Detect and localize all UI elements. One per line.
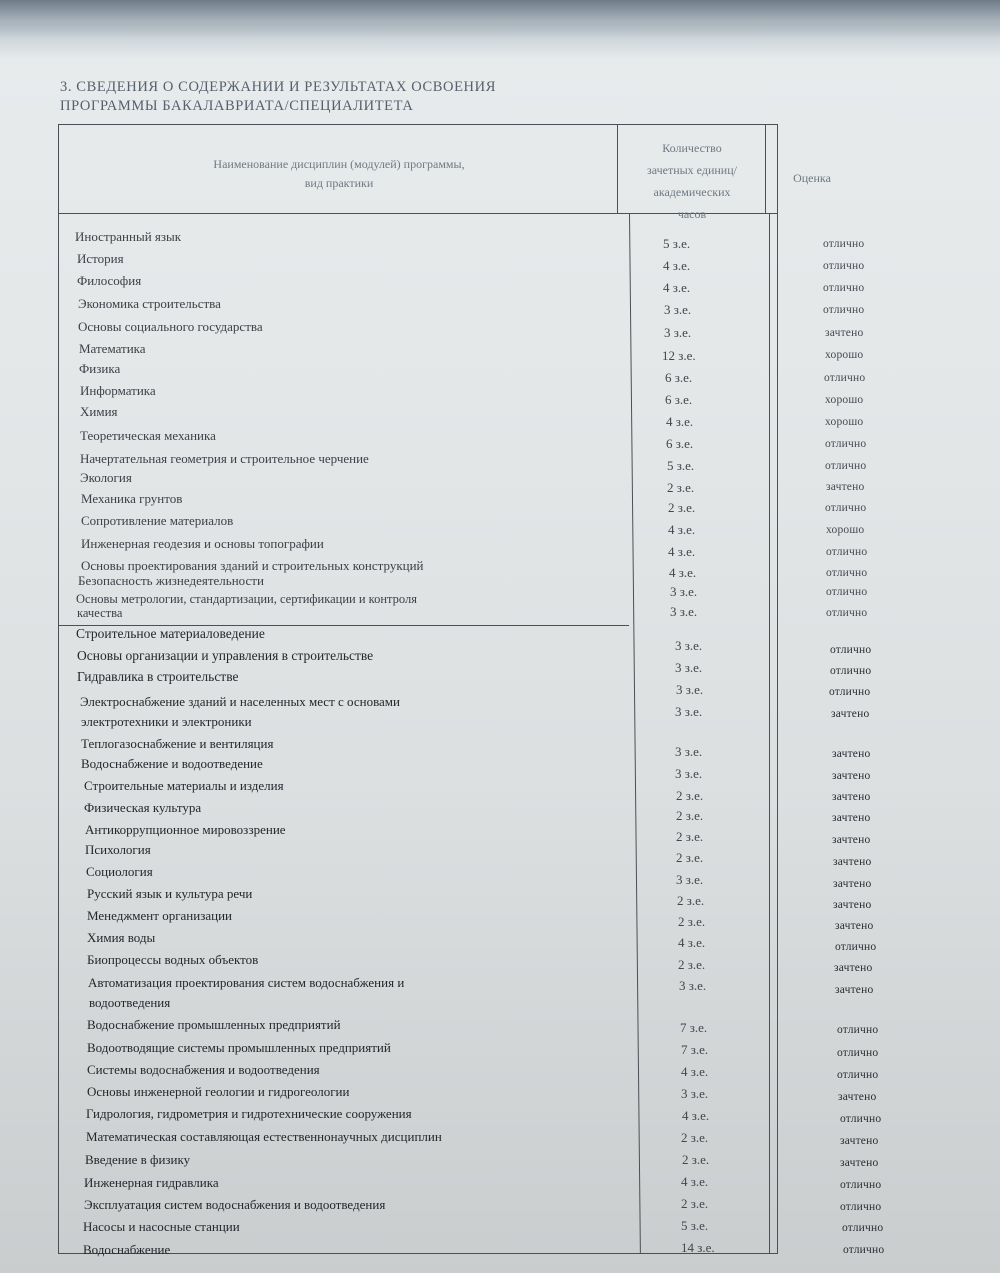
grade: отлично xyxy=(823,260,865,272)
credit-units: 3 з.е. xyxy=(676,682,704,697)
credit-units: 2 з.е. xyxy=(681,1196,709,1211)
credit-units: 3 з.е. xyxy=(675,744,703,759)
discipline-name-continued: водоотведения xyxy=(89,995,171,1010)
grade: отлично xyxy=(824,372,866,384)
grade: зачтено xyxy=(840,1157,879,1169)
grade: отлично xyxy=(826,607,868,619)
credit-units: 3 з.е. xyxy=(670,604,698,619)
grade: зачтено xyxy=(838,1091,877,1103)
grade: отлично xyxy=(830,644,872,656)
discipline-name: Инженерная геодезия и основы топографии xyxy=(81,536,324,551)
discipline-name: Механика грунтов xyxy=(81,491,183,506)
discipline-name: Химия воды xyxy=(87,930,156,945)
credit-units: 4 з.е. xyxy=(663,258,691,273)
grade: отлично xyxy=(823,304,865,316)
discipline-name: Менеджмент организации xyxy=(87,908,232,923)
credit-units: 4 з.е. xyxy=(669,565,697,580)
discipline-name: Водоснабжение xyxy=(83,1242,171,1257)
discipline-name: Психология xyxy=(85,842,151,857)
credit-units: 14 з.е. xyxy=(681,1240,715,1255)
credit-units: 3 з.е. xyxy=(676,872,704,887)
credit-units: 3 з.е. xyxy=(675,704,703,719)
discipline-name: Строительное материаловедение xyxy=(76,626,265,641)
grade: отлично xyxy=(830,665,872,677)
credit-units: 7 з.е. xyxy=(681,1042,709,1057)
discipline-name: Водоснабжение промышленных предприятий xyxy=(87,1017,341,1032)
grade: отлично xyxy=(840,1113,882,1125)
credit-units: 3 з.е. xyxy=(670,584,698,599)
grade: отлично xyxy=(825,460,867,472)
credit-units: 4 з.е. xyxy=(666,414,694,429)
grade: хорошо xyxy=(826,524,865,536)
grade: отлично xyxy=(829,686,871,698)
discipline-name: Безопасность жизнедеятельности xyxy=(78,573,264,588)
credit-units: 5 з.е. xyxy=(681,1218,709,1233)
credit-units: 4 з.е. xyxy=(681,1174,709,1189)
discipline-name: Теоретическая механика xyxy=(80,428,216,443)
grade: зачтено xyxy=(832,770,871,782)
discipline-name: Автоматизация проектирования систем водоснабжения и xyxy=(88,975,405,990)
credit-units: 2 з.е. xyxy=(678,914,706,929)
grade: хорошо xyxy=(825,349,864,361)
discipline-name: Гидрология, гидрометрия и гидротехнические сооружения xyxy=(86,1106,412,1121)
discipline-name: Физика xyxy=(79,361,121,376)
credit-units: 4 з.е. xyxy=(668,522,696,537)
discipline-name: Русский язык и культура речи xyxy=(87,886,253,901)
credit-units: 4 з.е. xyxy=(681,1064,709,1079)
discipline-name: Химия xyxy=(80,404,118,419)
discipline-name: Электроснабжение зданий и населенных мест с основами xyxy=(80,694,400,709)
discipline-name: Строительные материалы и изделия xyxy=(84,778,284,793)
grade: отлично xyxy=(840,1179,882,1191)
credit-units: 2 з.е. xyxy=(676,850,704,865)
discipline-name: Иностранный язык xyxy=(75,229,182,244)
discipline-name: Экономика строительства xyxy=(78,296,221,311)
credit-units: 3 з.е. xyxy=(679,978,707,993)
grade: отлично xyxy=(826,586,868,598)
credit-units: 2 з.е. xyxy=(676,808,704,823)
discipline-name: Основы проектирования зданий и строительных конструкций xyxy=(81,558,424,573)
grade: хорошо xyxy=(825,416,864,428)
credit-units: 4 з.е. xyxy=(663,280,691,295)
credit-units: 2 з.е. xyxy=(676,788,704,803)
grade: отлично xyxy=(826,546,868,558)
header-units-line-4: часов xyxy=(677,207,707,221)
grade: отлично xyxy=(826,567,868,579)
credit-units: 3 з.е. xyxy=(664,302,692,317)
grade: зачтено xyxy=(835,920,874,932)
discipline-name: Основы организации и управления в строительстве xyxy=(77,648,374,663)
credit-units: 2 з.е. xyxy=(668,500,696,515)
grade: отлично xyxy=(842,1222,884,1234)
grade: зачтено xyxy=(825,327,864,339)
discipline-name: Основы социального государства xyxy=(78,319,263,334)
credit-units: 6 з.е. xyxy=(665,370,693,385)
credit-units: 3 з.е. xyxy=(664,325,692,340)
grade: зачтено xyxy=(840,1135,879,1147)
discipline-name-continued: качества xyxy=(77,606,123,620)
credit-units: 3 з.е. xyxy=(681,1086,709,1101)
discipline-name: Информатика xyxy=(80,383,156,398)
grade: хорошо xyxy=(825,394,864,406)
grade: отлично xyxy=(825,502,867,514)
discipline-name: История xyxy=(77,251,124,266)
credit-units: 3 з.е. xyxy=(675,766,703,781)
discipline-name: Социология xyxy=(86,864,153,879)
discipline-name: Биопроцессы водных объектов xyxy=(87,952,259,967)
grade: зачтено xyxy=(833,856,872,868)
header-units-line-3: академических xyxy=(653,185,731,199)
discipline-name: Водоотводящие системы промышленных предприятий xyxy=(87,1040,391,1055)
header-discipline-line-1: Наименование дисциплин (модулей) программы, xyxy=(213,157,465,171)
credit-units: 2 з.е. xyxy=(682,1152,710,1167)
discipline-name: Антикоррупционное мировоззрение xyxy=(85,822,286,837)
header-units-line-2: зачетных единиц/ xyxy=(647,163,737,177)
credit-units: 7 з.е. xyxy=(680,1020,708,1035)
grade: отлично xyxy=(843,1244,885,1256)
discipline-name-continued: электротехники и электроники xyxy=(81,714,252,729)
credit-units: 6 з.е. xyxy=(665,392,693,407)
credit-units: 2 з.е. xyxy=(681,1130,709,1145)
credit-units: 4 з.е. xyxy=(678,935,706,950)
grade: отлично xyxy=(823,282,865,294)
grade: зачтено xyxy=(831,708,870,720)
header-units-line-1: Количество xyxy=(662,141,722,155)
credit-units: 2 з.е. xyxy=(677,893,705,908)
grade: отлично xyxy=(837,1024,879,1036)
discipline-name: Начертательная геометрия и строительное черчение xyxy=(80,451,369,466)
credit-units: 3 з.е. xyxy=(675,638,703,653)
discipline-name: Математическая составляющая естественнонаучных дисциплин xyxy=(86,1129,442,1144)
grade: зачтено xyxy=(834,962,873,974)
discipline-name: Физическая культура xyxy=(84,800,202,815)
grade: отлично xyxy=(823,238,865,250)
credit-units: 2 з.е. xyxy=(667,480,695,495)
grade: зачтено xyxy=(835,984,874,996)
grade: отлично xyxy=(837,1069,879,1081)
header-discipline-line-2: вид практики xyxy=(304,176,374,190)
grade: отлично xyxy=(825,438,867,450)
credit-units: 4 з.е. xyxy=(682,1108,710,1123)
credit-units: 4 з.е. xyxy=(668,544,696,559)
grade: зачтено xyxy=(833,878,872,890)
credit-units: 12 з.е. xyxy=(662,348,696,363)
discipline-name: Водоснабжение и водоотведение xyxy=(81,756,263,771)
credit-units: 5 з.е. xyxy=(667,458,695,473)
credit-units: 2 з.е. xyxy=(678,957,706,972)
grade: зачтено xyxy=(832,834,871,846)
header-grade: Оценка xyxy=(793,171,831,185)
grade: зачтено xyxy=(832,791,871,803)
discipline-name: Системы водоснабжения и водоотведения xyxy=(87,1062,320,1077)
discipline-name: Основы инженерной геологии и гидрогеологии xyxy=(87,1084,350,1099)
discipline-name: Философия xyxy=(77,273,142,288)
grade: зачтено xyxy=(832,812,871,824)
grade: отлично xyxy=(840,1201,882,1213)
credit-units: 3 з.е. xyxy=(675,660,703,675)
credit-units: 2 з.е. xyxy=(676,829,704,844)
discipline-name: Теплогазоснабжение и вентиляция xyxy=(81,736,274,751)
discipline-name: Гидравлика в строительстве xyxy=(77,669,239,684)
discipline-name: Эксплуатация систем водоснабжения и водоотведения xyxy=(84,1197,386,1212)
grade: отлично xyxy=(835,941,877,953)
discipline-name: Насосы и насосные станции xyxy=(83,1219,240,1234)
grade: зачтено xyxy=(832,748,871,760)
discipline-name: Введение в физику xyxy=(85,1152,191,1167)
discipline-name: Математика xyxy=(79,341,146,356)
discipline-name: Основы метрологии, стандартизации, сертификации и контроля xyxy=(76,592,417,606)
discipline-name: Сопротивление материалов xyxy=(81,513,234,528)
credit-units: 6 з.е. xyxy=(666,436,694,451)
grade: отлично xyxy=(837,1047,879,1059)
discipline-name: Экология xyxy=(80,470,132,485)
grade: зачтено xyxy=(833,899,872,911)
credit-units: 5 з.е. xyxy=(663,236,691,251)
section-title-line-2: ПРОГРАММЫ БАКАЛАВРИАТА/СПЕЦИАЛИТЕТА xyxy=(60,98,414,114)
section-title-line-1: 3. СВЕДЕНИЯ О СОДЕРЖАНИИ И РЕЗУЛЬТАТАХ ОСВОЕНИЯ xyxy=(60,79,496,95)
grade: зачтено xyxy=(826,481,865,493)
discipline-name: Инженерная гидравлика xyxy=(84,1175,219,1190)
